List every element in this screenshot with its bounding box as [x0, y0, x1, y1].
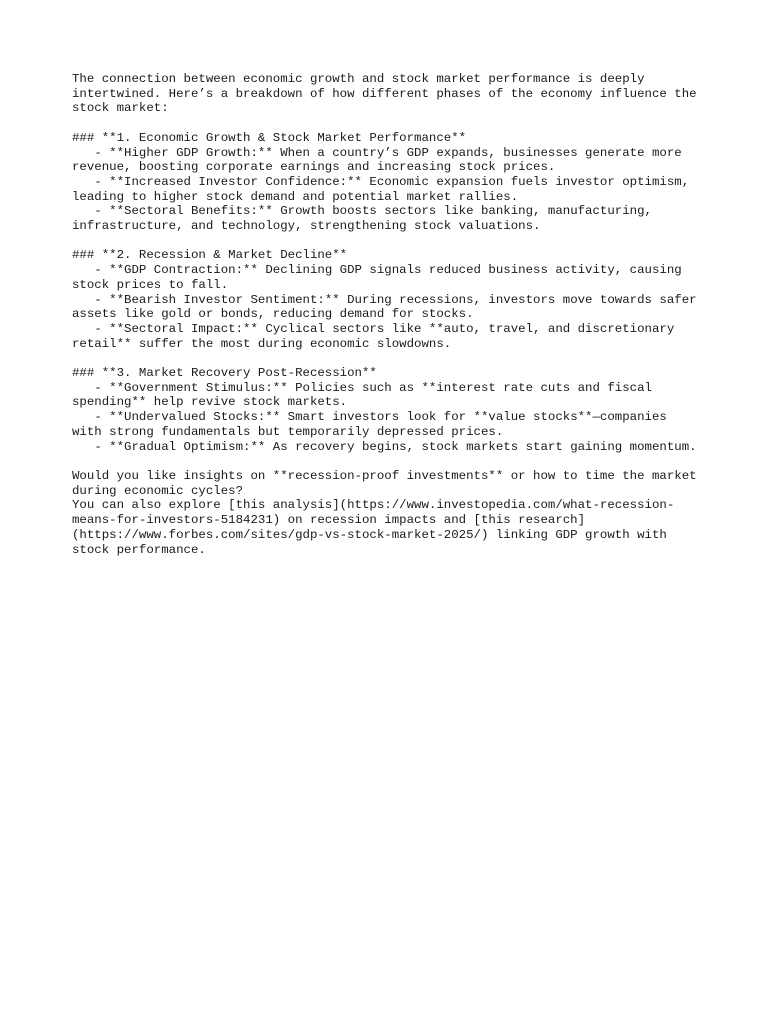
document-text: The connection between economic growth and stock market performance is deeply intertwined. Here’s a breakdown of how different phases of the economy influence the stock market: ### **1. Economic Growth & Stock Market Performance** - **Higher GDP Growth:** When a country’s GDP expands, businesses generate more revenue, boosting corporate earnings and increasing stock prices. - **Increased Investor Confidence:** Economic expansion fuels investor optimism, leading to higher stock demand and potential market rallies. - **Sectoral Benefits:** Growth boosts sectors like banking, manufacturing, infrastructure, and technology, strengthening stock valuations. ### **2. Recession & Market Decline** - **GDP Contraction:** Declining GDP signals reduced business activity, causing stock prices to fall. - **Bearish Investor Sentiment:** During recessions, investors move towards safer assets like gold or bonds, reducing demand for stocks. - **Sectoral Impact:** Cyclical sectors like **auto, travel, and discretionary retail** suffer the most during economic slowdowns. ### **3. Market Recovery Post-Recession** - **Government Stimulus:** Policies such as **interest rate cuts and fiscal spending** help revive stock markets. - **Undervalued Stocks:** Smart investors look for **value stocks**—companies with strong fundamentals but temporarily depressed prices. - **Gradual Optimism:** As recovery begins, stock markets start gaining momentum. Would you like insights on **recession-proof investments** or how to time the market during economic cycles? You can also explore [this analysis](https://www.investopedia.com/what-recession-means-for-investors-5184231) on recession impacts and [this research](https://www.forbes.com/sites/gdp-vs-stock-market-2025/) linking GDP growth with stock performance. — [72, 72, 697, 557]
